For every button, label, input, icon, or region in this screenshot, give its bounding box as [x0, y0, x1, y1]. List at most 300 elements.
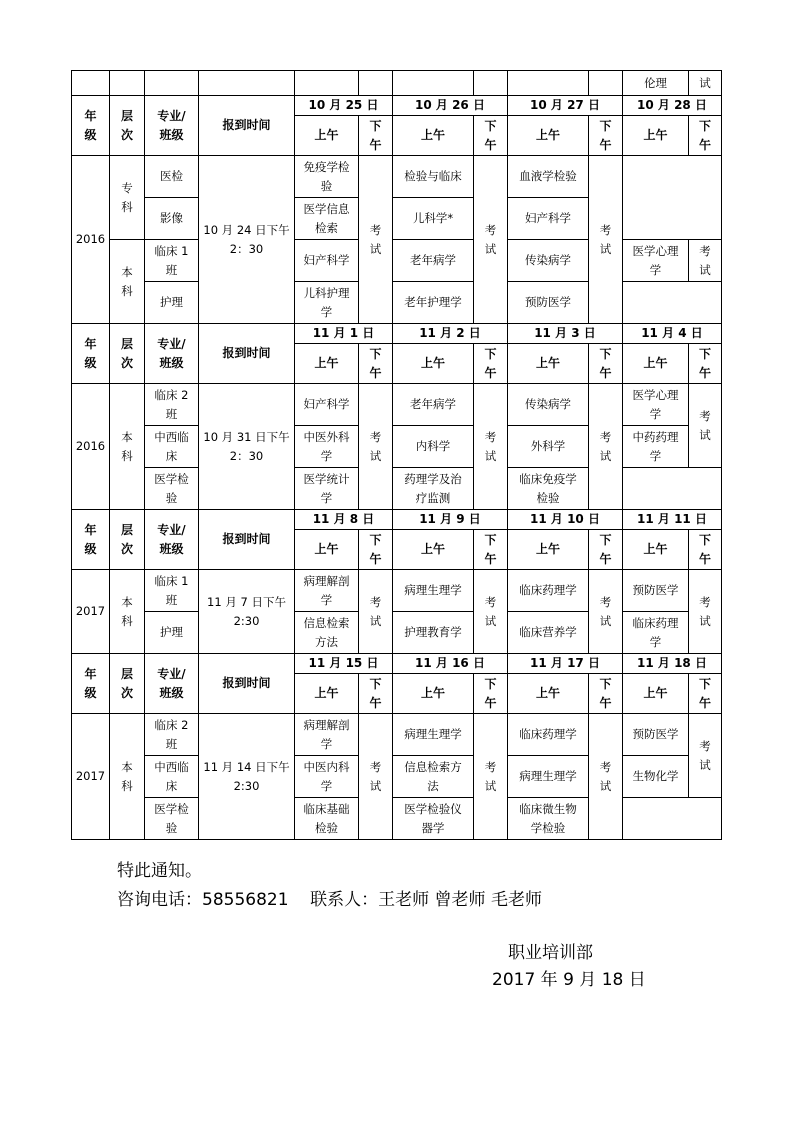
course-cell-line: 检验 [315, 820, 338, 835]
major-header [145, 510, 199, 570]
course-cell [508, 384, 589, 426]
am-header [623, 530, 689, 570]
date-header [393, 324, 508, 344]
am-header-line: 上午 [643, 128, 668, 142]
course-cell [393, 798, 474, 840]
course-cell-line: 预防医学 [632, 727, 679, 741]
class-cell-line: 临床 1 [154, 243, 189, 258]
course-cell [508, 570, 589, 612]
pm-header-line: 下 [698, 346, 711, 361]
course-cell-line: 方法 [315, 634, 338, 649]
course-cell [295, 240, 359, 282]
exam-cell-line: 考 [484, 594, 497, 609]
date-header-line: 11 月 10 日 [530, 512, 600, 526]
class-cell [145, 426, 199, 468]
empty-cell [359, 71, 393, 96]
report-time-cell-line: 2：30 [229, 241, 264, 256]
level-cell [110, 570, 145, 654]
exam-cell [474, 156, 508, 324]
pm-header-line: 午 [599, 365, 612, 380]
exam-cell-line: 试 [699, 427, 711, 442]
am-header-line: 上午 [643, 542, 668, 556]
pm-header [359, 530, 393, 570]
class-cell-line: 护理 [160, 295, 183, 309]
level-cell-line: 科 [121, 448, 133, 463]
level-header-line: 次 [120, 355, 133, 370]
course-cell-line: 生物化学 [632, 769, 679, 783]
pm-header [689, 674, 722, 714]
class-cell-line: 班 [165, 592, 178, 607]
grade-header [72, 510, 110, 570]
course-cell [623, 714, 689, 756]
pm-header-line: 下 [484, 532, 497, 547]
table-row [72, 468, 722, 510]
am-header [295, 530, 359, 570]
am-header-line: 上午 [535, 356, 560, 370]
exam-cell-line: 考 [369, 759, 382, 774]
top-exam-cell [689, 71, 722, 96]
report-time-header-line: 报到时间 [222, 118, 271, 132]
course-cell-line: 学 [320, 490, 333, 505]
table-row [72, 71, 722, 96]
pm-header-line: 午 [369, 551, 382, 566]
grade-cell [72, 384, 110, 510]
exam-cell-line: 试 [699, 757, 711, 772]
level-header-line: 层 [120, 336, 133, 351]
empty-cell [623, 798, 722, 840]
exam-cell [359, 156, 393, 324]
table-row [72, 282, 722, 324]
level-header-line: 层 [120, 522, 133, 537]
level-header [110, 324, 145, 384]
course-cell-line: 信息检索方 [404, 759, 462, 774]
pm-header-line: 下 [599, 676, 612, 691]
exam-cell [589, 714, 623, 840]
level-header-line: 次 [120, 127, 133, 142]
date-header-line: 10 月 26 日 [415, 98, 485, 112]
exam-cell-line: 试 [699, 613, 711, 628]
level-header-line: 层 [120, 108, 133, 123]
course-cell-line: 法 [427, 778, 439, 793]
level-cell [110, 156, 145, 240]
am-header-line: 上午 [643, 356, 668, 370]
am-header [508, 344, 589, 384]
pm-header-line: 午 [369, 365, 382, 380]
exam-cell-line: 试 [484, 448, 497, 463]
pm-header [474, 344, 508, 384]
class-cell [145, 240, 199, 282]
exam-cell-line: 考 [484, 222, 497, 237]
course-cell [508, 756, 589, 798]
course-cell [393, 384, 474, 426]
class-cell-line: 班 [165, 406, 178, 421]
major-header [145, 654, 199, 714]
exam-cell [689, 240, 722, 282]
course-cell-line: 妇产科学 [303, 397, 350, 411]
course-cell-line: 妇产科学 [303, 253, 350, 267]
class-cell-line: 验 [165, 490, 178, 505]
course-cell-line: 医学检验仪 [404, 801, 462, 816]
course-cell-line: 预防医学 [632, 583, 679, 597]
class-cell-line: 医学检 [154, 801, 189, 816]
pm-header-line: 午 [484, 137, 497, 152]
course-cell-line: 病理生理学 [404, 583, 462, 597]
course-cell-line: 学 [649, 634, 662, 649]
course-cell [295, 612, 359, 654]
exam-cell-line: 试 [369, 448, 382, 463]
date-header-line: 11 月 2 日 [419, 326, 481, 340]
exam-cell-line: 试 [699, 262, 711, 277]
exam-cell [689, 384, 722, 468]
am-header-line: 上午 [420, 356, 445, 370]
level-header [110, 510, 145, 570]
exam-cell-line: 考 [369, 429, 382, 444]
course-cell-line: 病理解剖 [303, 717, 350, 732]
class-cell-line: 护理 [160, 625, 183, 639]
course-cell [393, 156, 474, 198]
date-header-line: 11 月 3 日 [534, 326, 596, 340]
date-header [508, 654, 623, 674]
class-cell-line: 中西临 [154, 429, 189, 444]
am-header-line: 上午 [535, 686, 560, 700]
course-cell-line: 病理解剖 [303, 573, 350, 588]
grade-header-line: 年 [84, 522, 97, 537]
course-cell-line: 疗监测 [415, 490, 451, 505]
course-cell-line: 妇产科学 [525, 211, 571, 225]
date-header-line: 11 月 16 日 [415, 656, 485, 670]
exam-cell-line: 试 [599, 241, 612, 256]
am-header-line: 上午 [535, 128, 560, 142]
exam-cell-line: 考 [599, 759, 612, 774]
course-cell-line: 老年病学 [410, 253, 456, 267]
empty-cell [145, 71, 199, 96]
class-cell [145, 384, 199, 426]
class-cell-line: 验 [165, 820, 178, 835]
course-cell [623, 240, 689, 282]
course-cell [508, 282, 589, 324]
grade-header-line: 级 [84, 541, 97, 556]
course-cell [393, 714, 474, 756]
course-cell-line: 儿科学* [412, 211, 454, 225]
am-header [623, 116, 689, 156]
issuer-department: 职业培训部 [508, 943, 593, 963]
exam-cell-line: 考 [599, 222, 612, 237]
pm-header-line: 午 [484, 695, 497, 710]
class-cell-line: 班 [165, 736, 178, 751]
exam-cell-line: 考 [369, 594, 382, 609]
am-header-line: 上午 [314, 686, 339, 700]
exam-cell-line: 考 [484, 429, 497, 444]
empty-cell [623, 468, 722, 510]
exam-cell [359, 714, 393, 840]
grade-header [72, 324, 110, 384]
level-cell-line: 本 [121, 759, 133, 774]
pm-header [359, 674, 393, 714]
exam-cell-line: 考 [699, 594, 711, 609]
exam-cell [359, 384, 393, 510]
pm-header [359, 116, 393, 156]
pm-header [359, 344, 393, 384]
class-cell-line: 医检 [160, 169, 183, 183]
pm-header-line: 午 [599, 137, 612, 152]
class-cell [145, 798, 199, 840]
exam-cell-line: 试 [599, 613, 612, 628]
grade-cell [72, 570, 110, 654]
exam-cell-line: 试 [484, 778, 497, 793]
class-cell [145, 198, 199, 240]
pm-header-line: 午 [484, 551, 497, 566]
exam-cell [474, 384, 508, 510]
grade-cell [72, 714, 110, 840]
pm-header-line: 下 [599, 532, 612, 547]
course-cell [508, 468, 589, 510]
course-cell-line: 临床药理学 [519, 727, 577, 741]
course-cell-line: 临床药理 [632, 615, 679, 630]
grade-cell-line: 2016 [75, 439, 106, 453]
course-cell-line: 医学心理 [632, 387, 679, 402]
date-header [623, 510, 722, 530]
empty-cell [72, 71, 110, 96]
exam-cell-line: 考 [599, 429, 612, 444]
date-header [393, 654, 508, 674]
pm-header-line: 午 [698, 551, 711, 566]
course-cell-line: 学 [320, 304, 333, 319]
course-cell-line: 传染病学 [525, 253, 571, 267]
class-cell-line: 医学检 [154, 471, 189, 486]
empty-cell [393, 71, 474, 96]
course-cell-line: 器学 [421, 820, 445, 835]
exam-cell-line: 试 [599, 778, 612, 793]
exam-cell [589, 384, 623, 510]
date-header [393, 96, 508, 116]
empty-cell [589, 71, 623, 96]
course-cell [623, 384, 689, 426]
course-cell [295, 756, 359, 798]
major-header-line: 班级 [159, 355, 184, 370]
course-cell-line: 医学统计 [303, 471, 350, 486]
exam-schedule-table [71, 70, 722, 840]
date-header-line: 11 月 15 日 [308, 656, 379, 670]
date-header [508, 96, 623, 116]
class-cell-line: 影像 [160, 211, 183, 225]
course-cell-line: 中医内科 [303, 759, 350, 774]
grade-header-line: 级 [84, 355, 97, 370]
grade-header-line: 级 [84, 685, 97, 700]
pm-header-line: 下 [698, 676, 711, 691]
report-time-cell-line: 2:30 [233, 778, 260, 793]
pm-header-line: 下 [369, 676, 382, 691]
am-header-line: 上午 [314, 128, 339, 142]
am-header [393, 674, 474, 714]
pm-header-line: 午 [698, 365, 711, 380]
grade-header-line: 年 [84, 108, 97, 123]
am-header-line: 上午 [314, 356, 339, 370]
level-cell-line: 本 [121, 594, 133, 609]
exam-cell-line: 试 [369, 241, 382, 256]
grade-header [72, 654, 110, 714]
date-header [623, 654, 722, 674]
date-header-line: 11 月 17 日 [530, 656, 600, 670]
course-cell [393, 468, 474, 510]
level-cell-line: 科 [121, 199, 133, 214]
date-header-line: 11 月 8 日 [312, 512, 375, 526]
pm-header-line: 下 [369, 346, 382, 361]
class-cell [145, 714, 199, 756]
course-cell [623, 612, 689, 654]
class-cell-line: 中西临 [154, 759, 189, 774]
course-cell-line: 免疫学检 [303, 159, 350, 174]
course-cell-line: 病理生理学 [404, 727, 462, 741]
date-header [623, 324, 722, 344]
pm-header-line: 午 [369, 137, 382, 152]
course-cell-line: 外科学 [530, 439, 566, 453]
course-cell-line: 临床营养学 [519, 625, 577, 639]
class-cell [145, 570, 199, 612]
course-cell-line: 学检验 [530, 820, 566, 835]
am-header [295, 674, 359, 714]
table-row [72, 510, 722, 530]
course-cell [295, 282, 359, 324]
date-header [393, 510, 508, 530]
class-cell-line: 床 [165, 778, 178, 793]
report-time-cell [199, 384, 295, 510]
course-cell-line: 血液学检验 [519, 169, 577, 183]
exam-cell-line: 试 [484, 613, 497, 628]
course-cell [508, 240, 589, 282]
course-cell-line: 中医外科 [303, 429, 350, 444]
level-header [110, 96, 145, 156]
am-header [393, 344, 474, 384]
course-cell [295, 198, 359, 240]
course-cell [393, 756, 474, 798]
level-cell [110, 714, 145, 840]
table-row [72, 612, 722, 654]
exam-cell-line: 考 [599, 594, 612, 609]
class-cell [145, 468, 199, 510]
major-header [145, 324, 199, 384]
pm-header [474, 530, 508, 570]
top-course-cell-line: 伦理 [644, 75, 667, 90]
table-row [72, 714, 722, 756]
report-time-header [199, 654, 295, 714]
date-header [295, 654, 393, 674]
course-cell [508, 714, 589, 756]
report-time-header-line: 报到时间 [222, 532, 271, 546]
report-time-header [199, 510, 295, 570]
course-cell-line: 检验与临床 [404, 169, 462, 183]
date-header-line: 10 月 27 日 [530, 98, 600, 112]
exam-cell-line: 考 [699, 243, 711, 258]
table-row [72, 654, 722, 674]
level-cell-line: 本 [121, 264, 133, 279]
pm-header-line: 下 [484, 676, 497, 691]
course-cell [295, 426, 359, 468]
date-header-line: 11 月 4 日 [641, 326, 703, 340]
class-cell-line: 临床 2 [154, 387, 189, 402]
date-header-line: 11 月 11 日 [637, 512, 707, 526]
pm-header-line: 下 [599, 346, 612, 361]
course-cell [295, 570, 359, 612]
pm-header-line: 下 [599, 118, 612, 133]
course-cell-line: 临床微生物 [519, 801, 577, 816]
course-cell-line: 验 [320, 178, 333, 193]
level-cell-line: 科 [121, 613, 133, 628]
course-cell [393, 612, 474, 654]
pm-header-line: 下 [369, 118, 382, 133]
exam-cell [689, 570, 722, 654]
grade-cell-line: 2017 [75, 604, 106, 618]
course-cell [623, 756, 689, 798]
exam-cell [359, 570, 393, 654]
pm-header [474, 116, 508, 156]
level-header [110, 654, 145, 714]
level-header-line: 次 [120, 685, 133, 700]
course-cell-line: 中药药理 [632, 429, 679, 444]
grade-header [72, 96, 110, 156]
major-header-line: 专业/ [157, 666, 186, 681]
course-cell-line: 学 [320, 592, 333, 607]
course-cell-line: 临床免疫学 [519, 471, 577, 486]
table-row [72, 570, 722, 612]
pm-header [589, 530, 623, 570]
report-time-header-line: 报到时间 [222, 676, 271, 690]
am-header-line: 上午 [314, 542, 339, 556]
course-cell-line: 医学信息 [303, 201, 350, 216]
level-cell-line: 专 [121, 180, 133, 195]
exam-cell-line: 考 [699, 738, 711, 753]
date-header [295, 96, 393, 116]
course-cell [623, 426, 689, 468]
report-time-header [199, 96, 295, 156]
level-header-line: 层 [120, 666, 133, 681]
empty-cell [199, 71, 295, 96]
exam-cell-line: 考 [699, 408, 711, 423]
report-time-cell-line: 2:30 [233, 613, 260, 628]
date-header [623, 96, 722, 116]
class-cell [145, 156, 199, 198]
grade-cell [72, 156, 110, 324]
course-cell-line: 老年护理学 [404, 295, 462, 309]
contact-info: 咨询电话：58556821 联系人：王老师 曾老师 毛老师 [117, 890, 542, 910]
pm-header-line: 下 [484, 118, 497, 133]
major-header-line: 班级 [159, 127, 184, 142]
am-header [393, 116, 474, 156]
course-cell [508, 612, 589, 654]
exam-cell-line: 试 [484, 241, 497, 256]
course-cell [393, 240, 474, 282]
am-header [295, 116, 359, 156]
report-time-cell [199, 156, 295, 324]
table-row [72, 426, 722, 468]
report-time-cell-line: 11 月 14 日下午 [203, 759, 290, 774]
date-header-line: 11 月 18 日 [637, 656, 707, 670]
course-cell [508, 198, 589, 240]
date-header [508, 324, 623, 344]
class-cell [145, 612, 199, 654]
class-cell [145, 282, 199, 324]
course-cell-line: 病理生理学 [519, 769, 577, 783]
course-cell [295, 468, 359, 510]
am-header [508, 674, 589, 714]
table-row [72, 96, 722, 116]
course-cell [393, 570, 474, 612]
level-cell [110, 384, 145, 510]
class-cell-line: 临床 1 [154, 573, 189, 588]
course-cell-line: 护理教育学 [404, 625, 462, 639]
report-time-cell [199, 570, 295, 654]
class-cell-line: 班 [165, 262, 178, 277]
pm-header-line: 午 [698, 695, 711, 710]
